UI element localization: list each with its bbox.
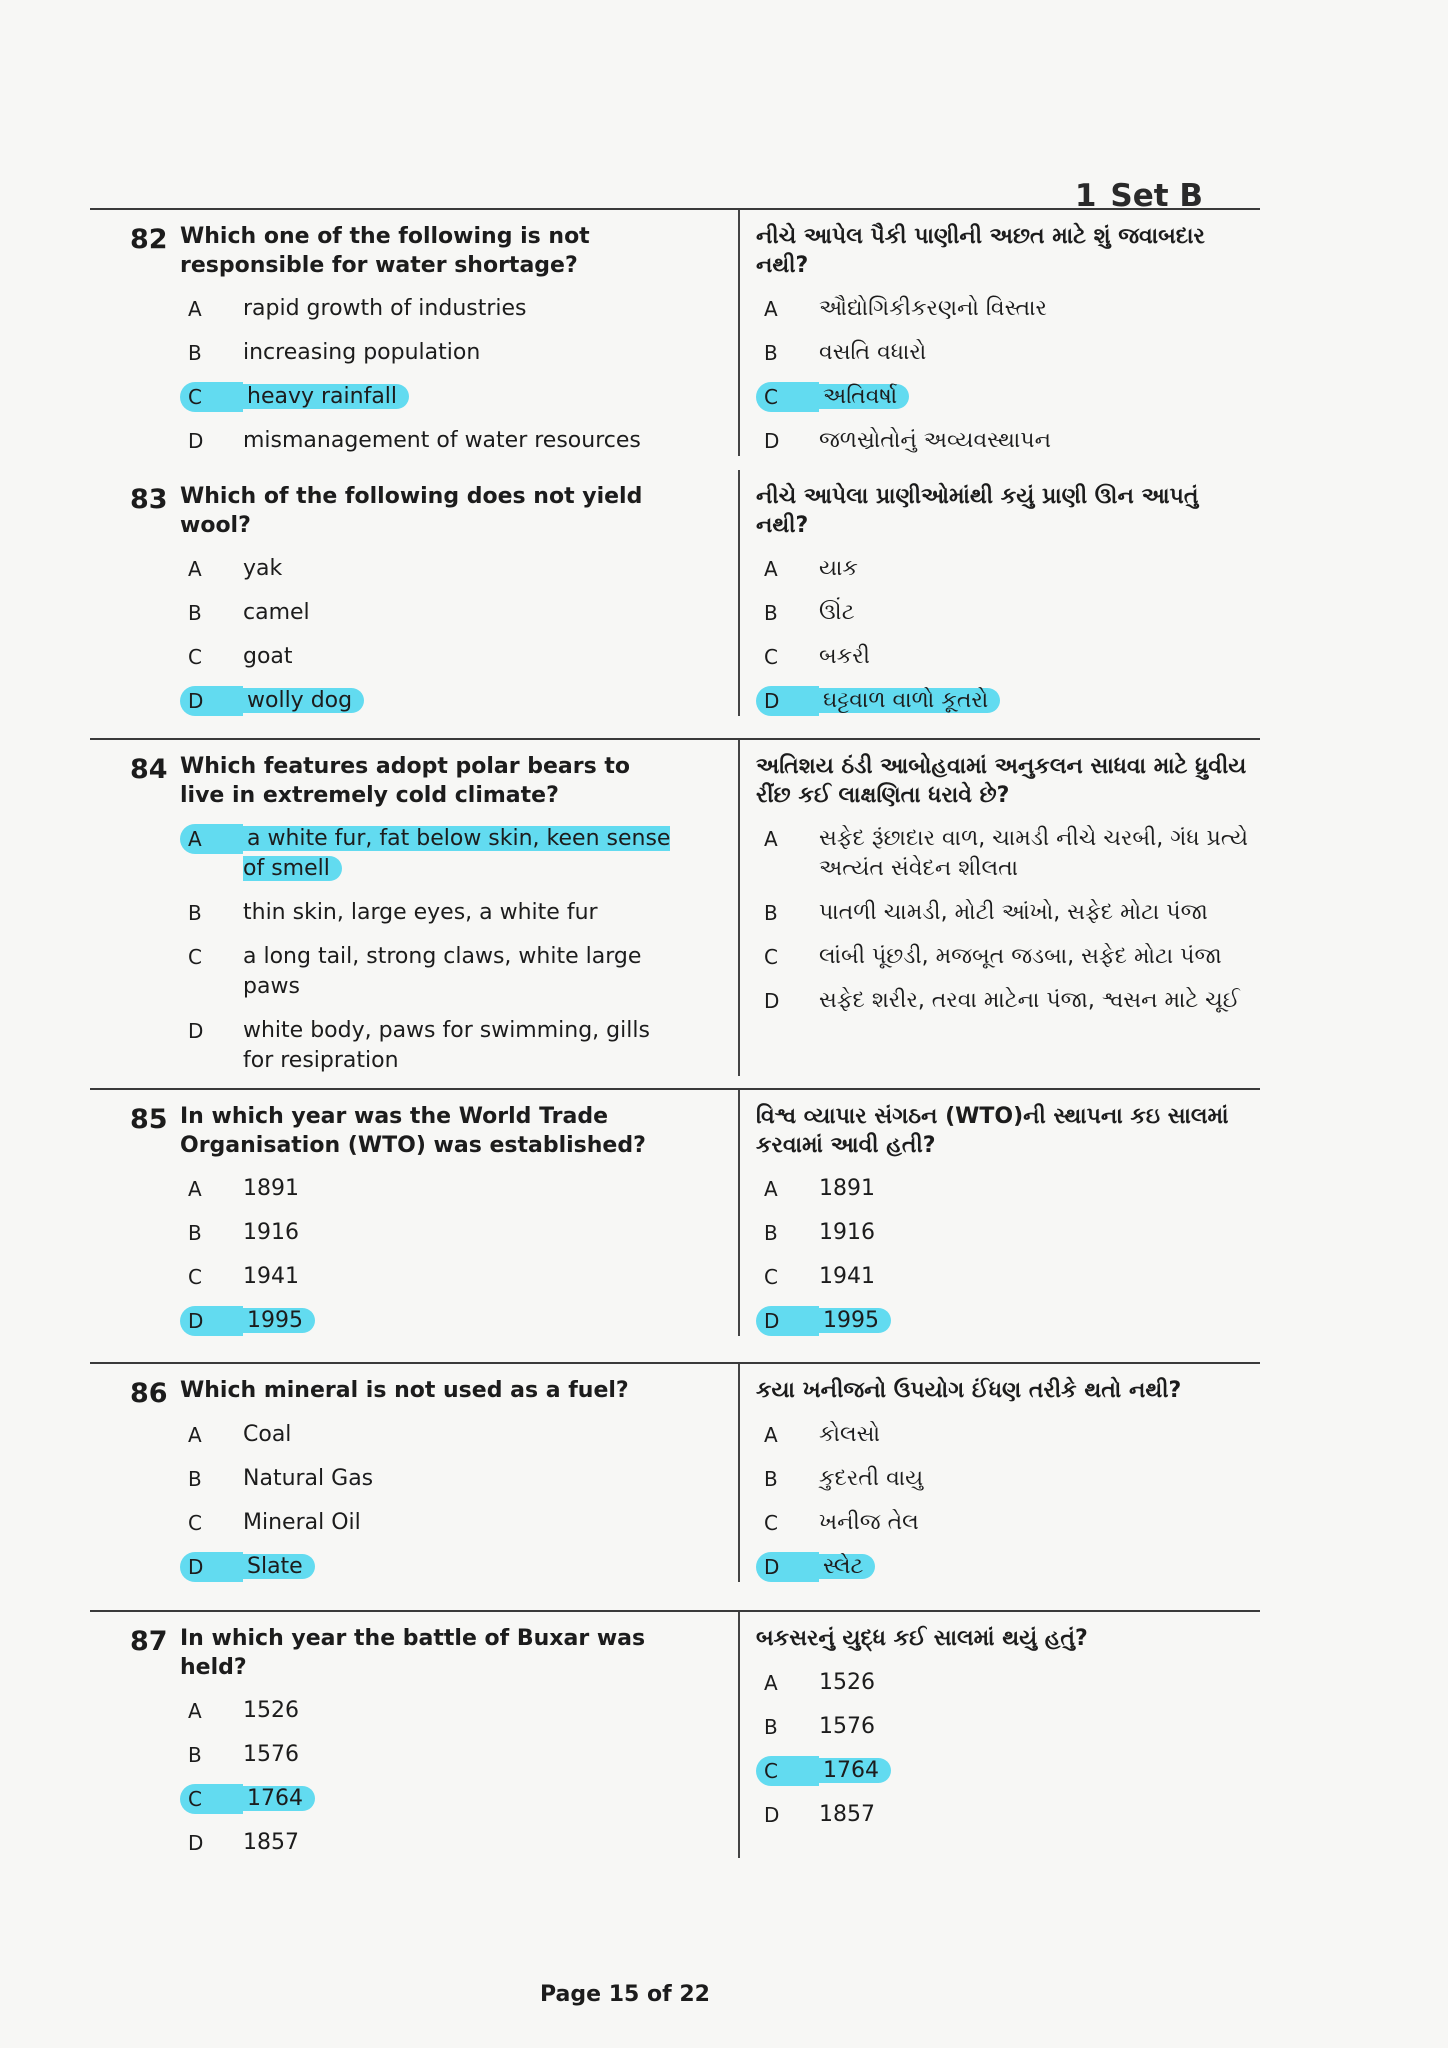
option-c-gu-answer: C 1764 [756,1756,1256,1786]
question-84 [90,738,1260,1076]
question-number: 87 [130,1626,168,1657]
option-a-answer: A a white fur, fat below skin, keen sense of smell [180,824,680,884]
option-c-gu: C 1941 [764,1264,875,1289]
option-c-answer: C 1764 [180,1784,680,1814]
question-86 [90,1362,1260,1582]
option-b-gu: B ઊંટ [764,600,855,625]
option-a: A yak [188,556,283,581]
page-footer: Page 15 of 22 [540,1982,710,2007]
option-d-gu: D સફેદ શરીર, તરવા માટેના પંજા, શ્વસન માટે ચૂઈ [764,988,1240,1013]
option-d-answer: D Slate [180,1552,680,1582]
question-82 [90,208,1260,456]
option-b: B 1916 [188,1220,299,1245]
option-b: B increasing population [188,340,481,365]
option-a-gu: A કોલસો [764,1422,880,1447]
question-text-gu: કયા ખનીજનો ઉપયોગ ઈંધણ તરીકે થતો નથી? [756,1378,1182,1403]
option-d-gu-answer: D ઘટ્ટવાળ વાળો કૂતરો [756,686,1256,716]
question-number: 84 [130,754,168,785]
option-b-gu: B વસતિ વધારો [764,340,927,365]
option-d-gu-answer: D સ્લેટ [756,1552,1256,1582]
question-85 [90,1088,1260,1336]
option-b-gu: B પાતળી ચામડી, મોટી આંખો, સફેદ મોટા પંજા [764,900,1208,925]
option-a: A 1891 [188,1176,299,1201]
question-gujarati [740,1090,1260,1336]
question-english [90,210,740,456]
question-gujarati [740,740,1260,1076]
option-c-gu: C લાંબી પૂંછડી, મજબૂત જડબા, સફેદ મોટા પંજા [764,944,1222,969]
option-b-gu: B 1916 [764,1220,875,1245]
option-d: D white body, paws for swimming, gills for resipration [188,1018,650,1073]
question-text: Which features adopt polar bears to live in extremely cold climate? [180,754,631,808]
option-b-gu: B કુદરતી વાયુ [764,1466,924,1491]
option-d-gu: D જળસ્રોતોનું અવ્યવસ્થાપન [764,428,1051,453]
option-a-gu: A 1526 [764,1670,875,1695]
question-text: In which year was the World Trade Organisation (WTO) was established? [180,1104,646,1158]
question-text-gu: અતિશય ઠંડી આબોહવામાં અનુકલન સાધવા માટે ધ્રુવીય રીંછ કઈ લાક્ષણિતા ધરાવે છે? [756,754,1247,808]
option-b: B thin skin, large eyes, a white fur [188,900,598,925]
question-gujarati [740,1364,1260,1582]
question-83 [90,470,1260,716]
option-b: B Natural Gas [188,1466,374,1491]
option-c: C goat [188,644,293,669]
question-text: Which one of the following is not responsible for water shortage? [180,224,590,278]
question-number: 85 [130,1104,168,1135]
option-a: A 1526 [188,1698,299,1723]
question-number: 82 [130,224,168,255]
option-c: C Mineral Oil [188,1510,361,1535]
option-c: C a long tail, strong claws, white large paws [188,944,642,999]
question-gujarati [740,1612,1260,1858]
option-a-gu: A યાક [764,556,858,581]
question-text: In which year the battle of Buxar was held? [180,1626,646,1680]
question-english [90,470,740,716]
header-page-number: 1 [1074,178,1097,214]
question-number: 86 [130,1378,168,1409]
option-b: B camel [188,600,310,625]
option-a-gu: A સફેદ રૂંછાદાર વાળ, ચામડી નીચે ચરબી, ગંધ પ્રત્યે અત્યંત સંવેદન શીલતા [764,826,1249,881]
option-c: C 1941 [188,1264,299,1289]
option-b-gu: B 1576 [764,1714,875,1739]
question-text: Which of the following does not yield wool? [180,484,643,538]
question-text-gu: બકસરનું યુદ્ધ કઈ સાલમાં થયું હતું? [756,1626,1088,1651]
question-english [90,1090,740,1336]
question-87 [90,1610,1260,1858]
question-text-gu: નીચે આપેલ પૈકી પાણીની અછત માટે શું જવાબદાર નથી? [756,224,1205,278]
question-text: Which mineral is not used as a fuel? [180,1378,629,1403]
option-d-answer: D 1995 [180,1306,680,1336]
option-a-gu: A ઔદ્યોગિકીકરણનો વિસ્તાર [764,296,1047,321]
option-c-answer: C heavy rainfall [180,382,680,412]
question-english [90,740,740,1076]
option-d: D 1857 [188,1830,299,1855]
header-set-label: Set B [1110,178,1203,214]
option-d: D mismanagement of water resources [188,428,641,453]
question-gujarati [740,210,1260,456]
question-english [90,1612,740,1858]
option-c-gu: C ખનીજ તેલ [764,1510,919,1535]
question-english [90,1364,740,1582]
option-a: A Coal [188,1422,292,1447]
question-number: 83 [130,484,168,515]
option-d-gu-answer: D 1995 [756,1306,1256,1336]
question-gujarati [740,470,1260,716]
option-d-gu: D 1857 [764,1802,875,1827]
option-c-gu-answer: C અતિવર્ષા [756,382,1256,412]
option-a-gu: A 1891 [764,1176,875,1201]
option-a: A rapid growth of industries [188,296,527,321]
option-c-gu: C બકરી [764,644,870,669]
option-d-answer: D wolly dog [180,686,680,716]
question-text-gu: વિશ્વ વ્યાપાર સંગઠન (WTO)ની સ્થાપના કઇ સાલમાં કરવામાં આવી હતી? [756,1104,1229,1158]
option-b: B 1576 [188,1742,299,1767]
question-text-gu: નીચે આપેલા પ્રાણીઓમાંથી કયું પ્રાણી ઊન આપતું નથી? [756,484,1199,538]
